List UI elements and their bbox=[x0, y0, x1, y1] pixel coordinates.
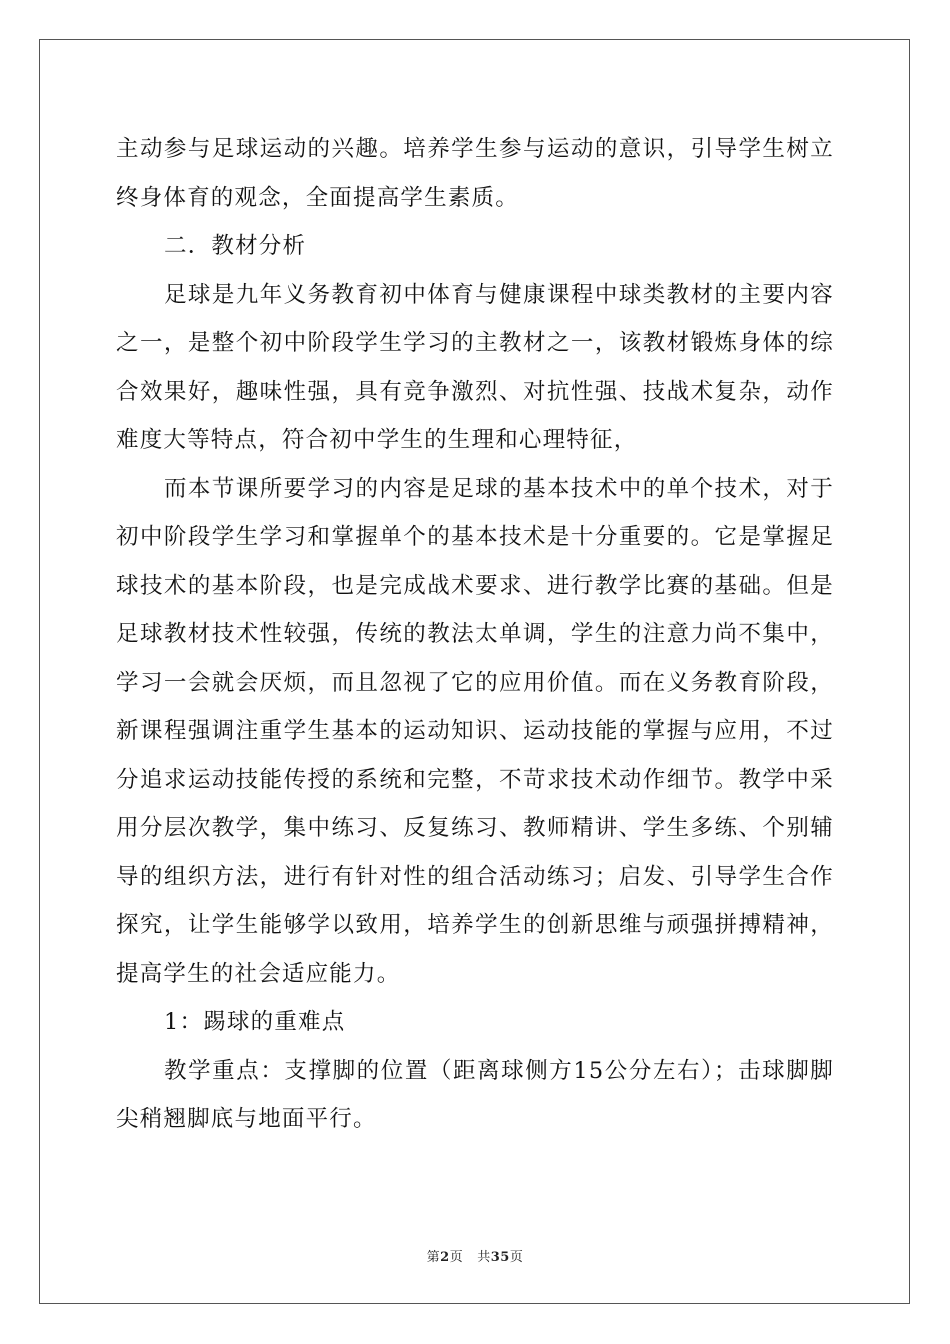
paragraph-2: 足球是九年义务教育初中体育与健康课程中球类教材的主要内容之一，是整个初中阶段学生学习的主教材之一，该教材锻炼身体的综合效果好，趣味性强，具有竞争激烈、对抗性强、技战术复杂，动作难度大等特点，符合初中学生的生理和心理特征， bbox=[116, 281, 834, 453]
page-footer bbox=[0, 1246, 950, 1265]
total-page-count: 35 bbox=[490, 1250, 510, 1265]
current-page-number: 2 bbox=[440, 1250, 450, 1265]
paragraph-teaching-focus: 教学重点：支撑脚的位置（距离球侧方15公分左右）；击球脚脚尖稍翘脚底与地面平行。 bbox=[116, 1057, 834, 1132]
footer-page-suffix: 页 bbox=[449, 1250, 464, 1265]
footer-total-suffix: 页 bbox=[509, 1250, 524, 1265]
footer-total-prefix: 共 bbox=[477, 1250, 491, 1265]
paragraph-1: 主动参与足球运动的兴趣。培养学生参与运动的意识，引导学生树立终身体育的观念，全面提高学生素质。 bbox=[116, 136, 834, 211]
paragraph-3: 而本节课所要学习的内容是足球的基本技术中的单个技术，对于初中阶段学生学习和掌握单个的基本技术是十分重要的。它是掌握足球技术的基本阶段，也是完成战术要求、进行教学比赛的基础。但是足球教材技术性较强，传统的教法太单调，学生的注意力尚不集中，学习一会就会厌烦，而且忽视了它的应用价值。而在义务教育阶段，新课程强调注重学生基本的运动知识、运动技能的掌握与应用，不过分追求运动技能传授的系统和完整，不苛求技术动作细节。教学中采用分层次教学，集中练习、反复练习、教师精讲、学生多练、个别辅导的组织方法，进行有针对性的组合活动练习；启发、引导学生合作探究，让学生能够学以致用，培养学生的创新思维与顽强拼搏精神，提高学生的社会适应能力。 bbox=[116, 475, 834, 987]
document-body bbox=[116, 125, 834, 1144]
section-heading-material-analysis: 二．教材分析 bbox=[164, 233, 307, 259]
footer-prefix: 第 bbox=[426, 1250, 441, 1265]
subheading-kicking-key-points: 1：踢球的重难点 bbox=[164, 1009, 346, 1035]
